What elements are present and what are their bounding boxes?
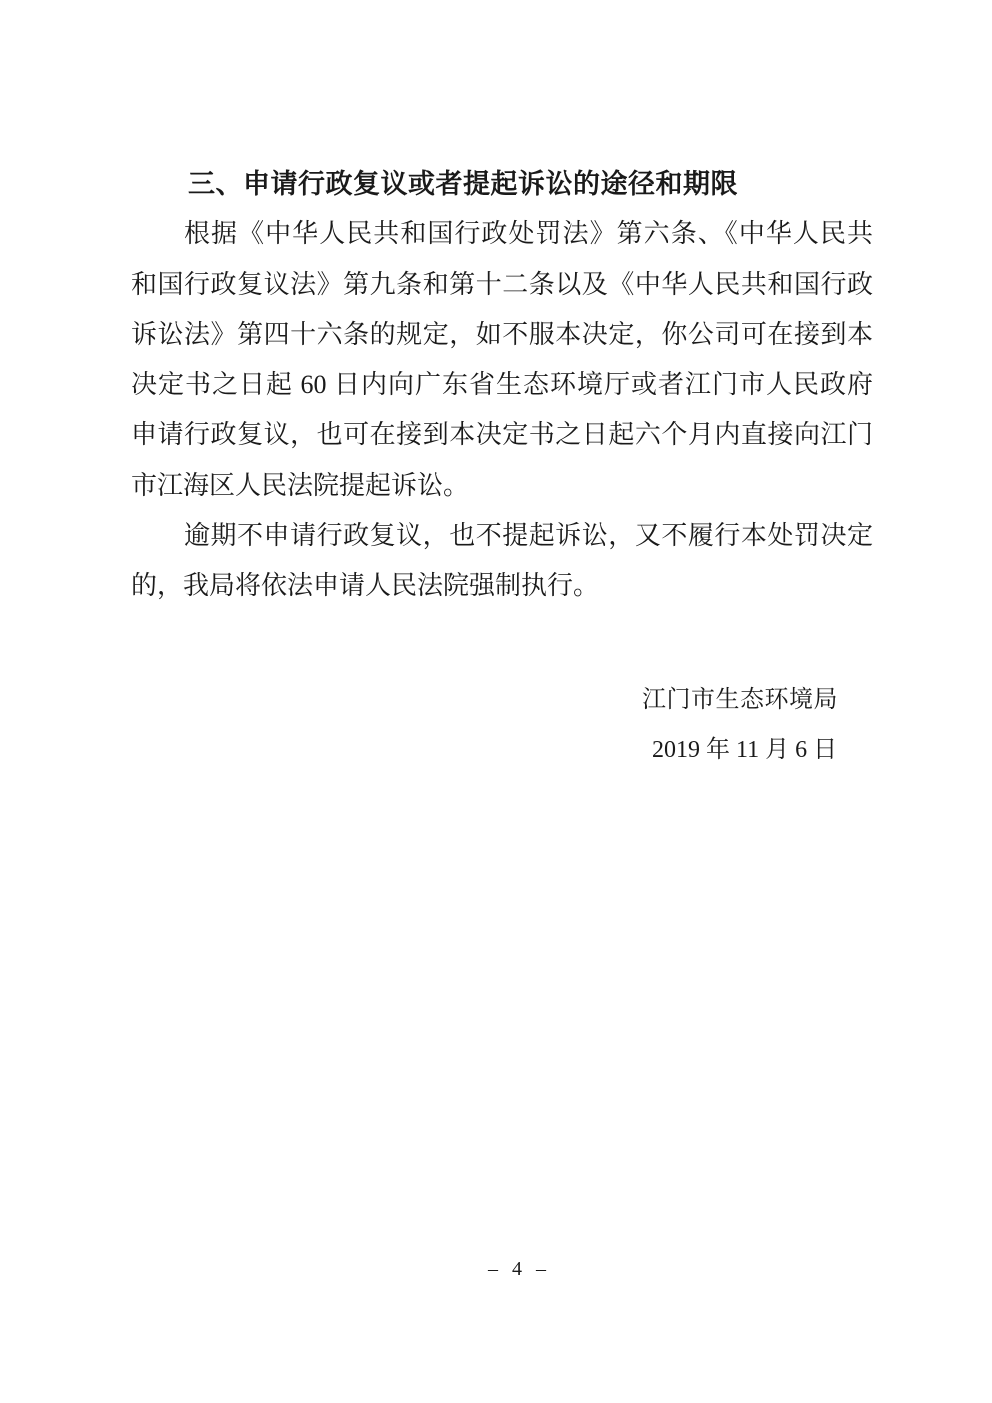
document-body: [131, 159, 873, 612]
paragraph-line: 根据《中华人民共和国行政处罚法》第六条、《中华人民共: [184, 219, 873, 249]
paragraph-line: 申请行政复议，也可在接到本决定书之日起六个月内直接向江门: [131, 420, 873, 450]
section-heading: 三、申请行政复议或者提起诉讼的途径和期限: [188, 169, 738, 199]
page-number: – 4 –: [488, 1258, 546, 1280]
paragraph-legal-basis: [131, 209, 873, 511]
paragraph-line: 和国行政复议法》第九条和第十二条以及《中华人民共和国行政: [131, 269, 873, 299]
paragraph-line: 诉讼法》第四十六条的规定，如不服本决定，你公司可在接到本: [131, 319, 873, 349]
issue-date: 2019 年 11 月 6 日: [652, 737, 838, 763]
paragraph-line: 逾期不申请行政复议，也不提起诉讼，又不履行本处罚决定: [184, 521, 873, 551]
paragraph-enforcement: [131, 511, 873, 612]
issuer-name: 江门市生态环境局: [642, 687, 838, 713]
paragraph-line: 的，我局将依法申请人民法院强制执行。: [131, 571, 600, 601]
paragraph-line: 决定书之日起 60 日内向广东省生态环境厅或者江门市人民政府: [131, 370, 873, 400]
paragraph-line: 市江海区人民法院提起诉讼。: [131, 470, 470, 500]
